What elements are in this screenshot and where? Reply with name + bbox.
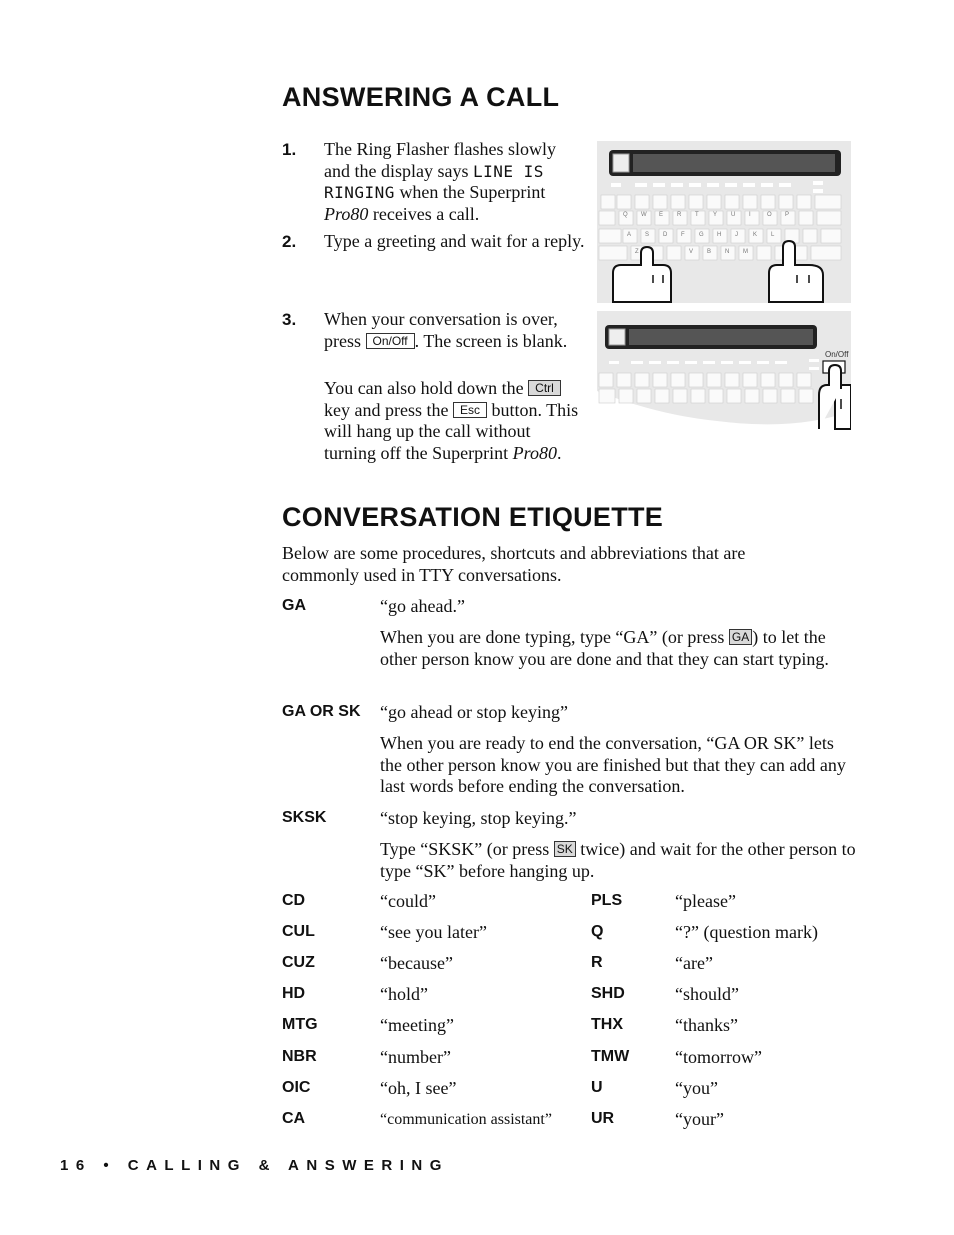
step-1-text: The Ring Flasher flashes slowly and the display says LINE IS RINGING when the Superprint Pro80 receives a call.: [324, 139, 556, 224]
svg-text:S: S: [645, 232, 650, 238]
abbr-mtg-meaning: “meeting”: [380, 1015, 454, 1035]
svg-text:P: P: [785, 212, 790, 218]
section-title-answering: ANSWERING A CALL: [282, 82, 560, 112]
abbr-r: R: [591, 954, 603, 971]
abbr-thx: THX: [591, 1016, 623, 1033]
svg-text:Y: Y: [713, 212, 718, 218]
abbr-hd-meaning: “hold”: [380, 984, 428, 1004]
svg-text:I: I: [749, 212, 751, 218]
abbr-ca: CA: [282, 1110, 306, 1127]
abbr-thx-meaning: “thanks”: [675, 1015, 738, 1035]
term-ga-or-sk-detail: When you are ready to end the conversation, “GA OR SK” lets the other person know you are finished but that they can add any last words before ending the conversation.: [380, 733, 846, 796]
svg-text:U: U: [731, 212, 736, 218]
step-2-text: Type a greeting and wait for a reply.: [324, 231, 585, 251]
abbr-cd: CD: [282, 892, 306, 909]
svg-text:W: W: [641, 212, 647, 218]
abbr-u: U: [591, 1079, 603, 1096]
svg-text:Q: Q: [623, 212, 628, 218]
term-ga: GA: [282, 597, 306, 614]
ctrl-key: Ctrl: [528, 380, 561, 396]
step-3-text: When your conversation is over, press On/Off . The screen is blank.: [324, 309, 568, 351]
abbr-q-meaning: “?” (question mark): [675, 922, 818, 942]
svg-text:N: N: [725, 249, 730, 255]
step-number-3: 3.: [282, 310, 297, 329]
abbr-tmw: TMW: [591, 1048, 630, 1065]
abbr-pls-meaning: “please”: [675, 891, 736, 911]
abbr-oic: OIC: [282, 1079, 311, 1096]
display-text: LINE IS RINGING: [324, 161, 544, 202]
svg-text:H: H: [717, 232, 722, 238]
page-footer: 16 • CALLING & ANSWERING: [60, 1157, 449, 1174]
ga-key: GA: [729, 629, 752, 645]
svg-text:Z: Z: [635, 249, 639, 255]
abbr-shd: SHD: [591, 985, 625, 1002]
abbr-cul-meaning: “see you later”: [380, 922, 487, 942]
abbr-hd: HD: [282, 985, 306, 1002]
abbr-cd-meaning: “could”: [380, 891, 436, 911]
svg-text:K: K: [753, 232, 758, 238]
abbr-oic-meaning: “oh, I see”: [380, 1078, 457, 1098]
abbr-u-meaning: “you”: [675, 1078, 718, 1098]
step-number-1: 1.: [282, 140, 297, 159]
term-sksk-meaning: “stop keying, stop keying.”: [380, 808, 577, 828]
svg-text:T: T: [695, 212, 699, 218]
term-sksk-detail: Type “SKSK” (or press SK twice) and wait for the other person to type “SK” before hanging up.: [380, 839, 856, 881]
section-title-etiquette: CONVERSATION ETIQUETTE: [282, 502, 664, 532]
abbr-q: Q: [591, 923, 604, 940]
abbr-ur: UR: [591, 1110, 615, 1127]
abbr-ca-meaning: “communication assistant”: [380, 1111, 552, 1128]
etiquette-intro: Below are some procedures, shortcuts and abbreviations that are commonly used in TTY conversations.: [282, 543, 746, 585]
on-off-press-illustration: [597, 311, 851, 431]
step-number-2: 2.: [282, 232, 297, 251]
abbr-mtg: MTG: [282, 1016, 318, 1033]
term-ga-detail: When you are done typing, type “GA” (or press GA ) to let the other person know you are done and that they can start typing.: [380, 627, 829, 669]
svg-text:V: V: [689, 249, 694, 255]
abbr-tmw-meaning: “tomorrow”: [675, 1047, 762, 1067]
on-off-key: On/Off: [366, 333, 415, 349]
term-ga-or-sk: GA OR SK: [282, 703, 361, 720]
svg-text:J: J: [735, 232, 738, 238]
svg-text:F: F: [681, 232, 685, 238]
svg-text:A: A: [627, 232, 632, 238]
svg-text:B: B: [707, 249, 712, 255]
abbr-pls: PLS: [591, 892, 623, 909]
keyboard-typing-illustration: [597, 141, 851, 303]
svg-text:O: O: [767, 212, 772, 218]
abbr-shd-meaning: “should”: [675, 984, 739, 1004]
svg-text:M: M: [743, 249, 748, 255]
abbr-nbr: NBR: [282, 1048, 317, 1065]
abbr-cuz-meaning: “because”: [380, 953, 453, 973]
abbr-nbr-meaning: “number”: [380, 1047, 451, 1067]
term-ga-or-sk-meaning: “go ahead or stop keying”: [380, 702, 568, 722]
term-sksk: SKSK: [282, 809, 327, 826]
abbr-cul: CUL: [282, 923, 315, 940]
svg-text:G: G: [699, 232, 704, 238]
abbr-cuz: CUZ: [282, 954, 315, 971]
svg-text:E: E: [659, 212, 664, 218]
abbr-ur-meaning: “your”: [675, 1109, 724, 1129]
abbr-r-meaning: “are”: [675, 953, 713, 973]
step-3-extra-text: You can also hold down the Ctrl key and press the Esc button. This will hang up the call without turning off the Superprint Pro80.: [324, 378, 579, 463]
svg-text:D: D: [663, 232, 668, 238]
on-off-label: On/Off: [825, 350, 849, 359]
esc-key: Esc: [453, 402, 487, 418]
svg-text:L: L: [771, 232, 775, 238]
sk-key: SK: [554, 841, 576, 857]
term-ga-meaning: “go ahead.”: [380, 596, 465, 616]
svg-text:R: R: [677, 212, 682, 218]
